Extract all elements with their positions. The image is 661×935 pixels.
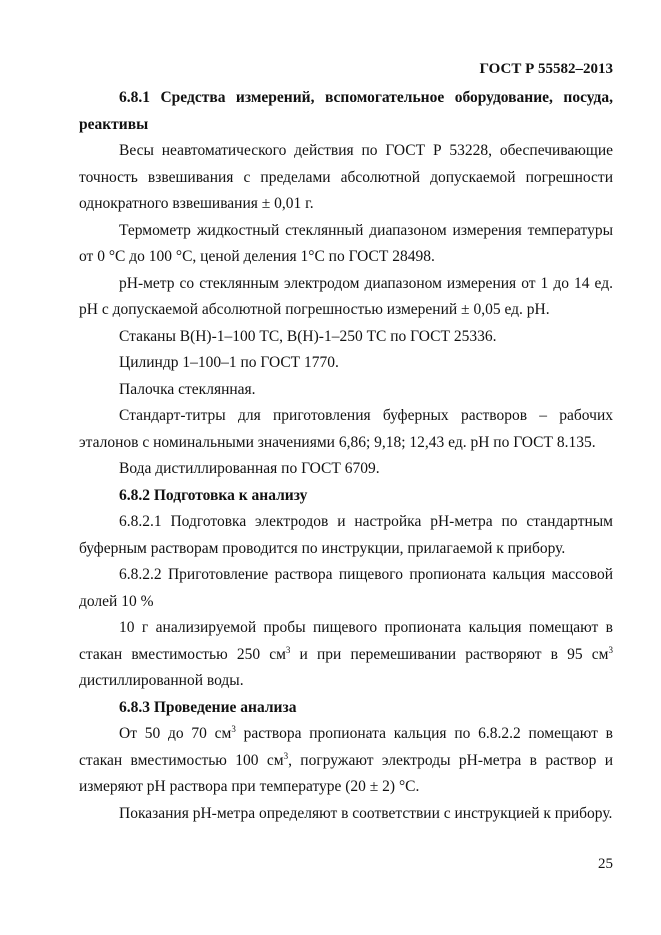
section-6-8-2-heading: 6.8.2 Подготовка к анализу	[119, 486, 308, 504]
paragraph-cylinder: Цилиндр 1–100–1 по ГОСТ 1770.	[119, 354, 339, 371]
text-run: дистиллированной воды.	[79, 672, 244, 689]
paragraph-6-8-2-1: 6.8.2.1 Подготовка электродов и настройка рН-метра по стандартным буферным растворам проводится по инструкции, прилагаемой к прибору.	[79, 513, 613, 557]
paragraph-ph-meter: рН-метр со стеклянным электродом диапазоном измерения от 1 до 14 ед. рН с допускаемой абсолютной погрешностью измерений ± 0,05 ед. рН.	[79, 274, 613, 318]
section-6-8-1-heading: 6.8.1 Средства измерений, вспомогательное оборудование, посуда, реактивы	[79, 89, 613, 133]
text-run: 10 г анализируемой пробы пищевого пропионата кальция помещают в стакан вместимостью 250 см	[79, 619, 613, 663]
text-run: От 50 до 70 см	[119, 725, 232, 742]
paragraph-measurement	[79, 721, 613, 801]
paragraph-6-8-2-2: 6.8.2.2 Приготовление раствора пищевого пропионата кальция массовой долей 10 %	[79, 566, 613, 610]
paragraph-standard-titres: Стандарт-титры для приготовления буферных растворов – рабочих эталонов с номинальными значениями 6,86; 9,18; 12,43 ед. рН по ГОСТ 8.135.	[79, 407, 613, 451]
text-run: и при перемешивании растворяют в 95 см	[290, 645, 609, 663]
superscript: 3	[608, 644, 613, 655]
paragraph-beakers: Стаканы В(Н)-1–100 ТС, В(Н)-1–250 ТС по ГОСТ 25336.	[119, 327, 497, 345]
paragraph-readings: Показания рН-метра определяют в соответствии с инструкцией к прибору.	[119, 804, 613, 822]
paragraph-glass-rod: Палочка стеклянная.	[119, 380, 256, 398]
paragraph-sample-preparation	[79, 615, 613, 695]
page-number: 25	[598, 856, 613, 872]
document-header: ГОСТ Р 55582–2013	[479, 61, 613, 77]
text-run: , погружают электроды рН-метра в раствор и измеряют рН раствора при температуре (20 ± 2) °С.	[79, 751, 613, 795]
paragraph-distilled-water: Вода дистиллированная по ГОСТ 6709.	[119, 460, 380, 477]
paragraph-thermometer: Термометр жидкостный стеклянный диапазоном измерения температуры от 0 °С до 100 °С, ценой деления 1°С по ГОСТ 28498.	[79, 221, 613, 265]
document-body	[79, 85, 613, 827]
superscript: 3	[283, 750, 289, 761]
section-6-8-3-heading: 6.8.3 Проведение анализа	[119, 698, 297, 716]
paragraph-scales: Весы неавтоматического действия по ГОСТ Р 53228, обеспечивающие точность взвешивания с пределами абсолютной допускаемой погрешности однократного взвешивания ± 0,01 г.	[79, 142, 613, 212]
superscript: 3	[231, 724, 236, 734]
superscript: 3	[285, 644, 291, 655]
text-run: раствора пропионата кальция по 6.8.2.2 помещают в стакан вместимостью 100 см	[79, 725, 613, 769]
